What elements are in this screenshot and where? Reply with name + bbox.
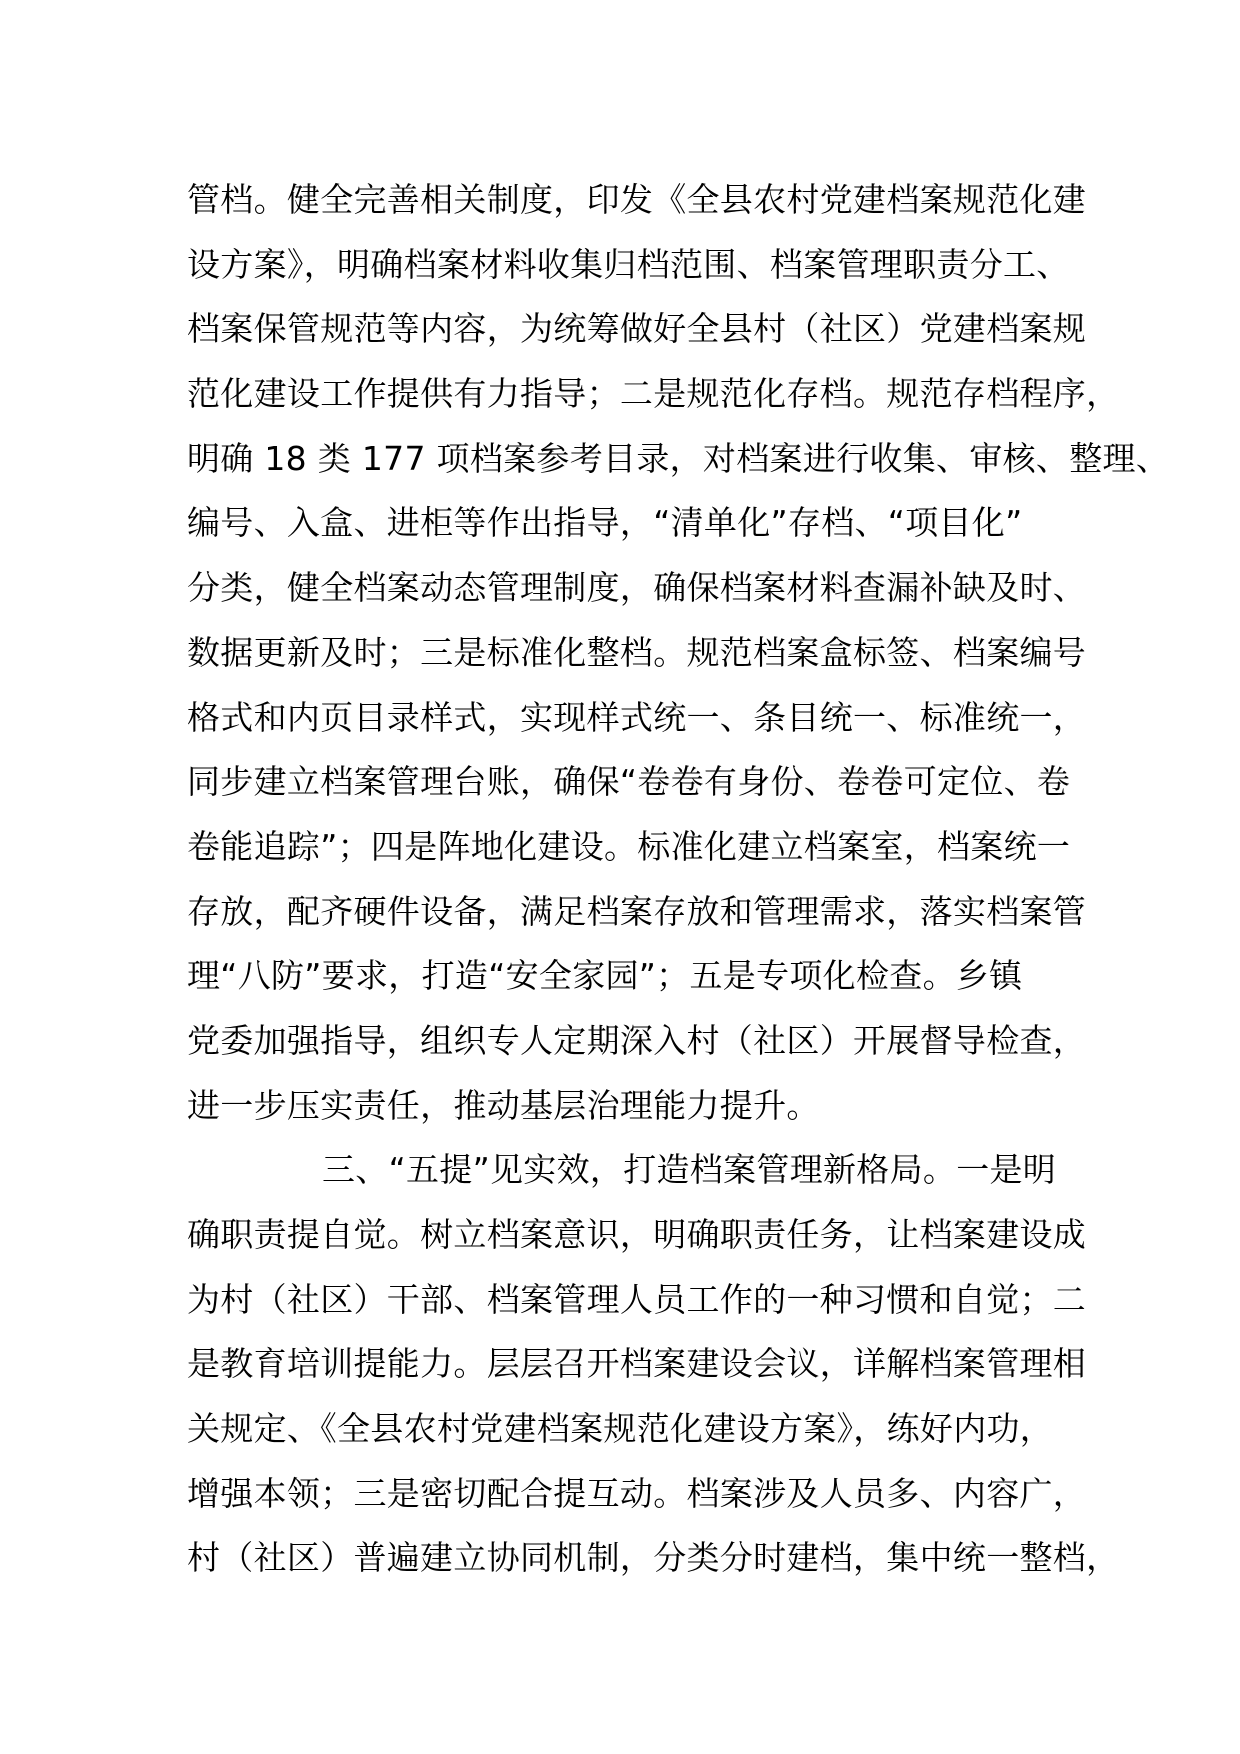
text-line: 档案保管规范等内容，为统筹做好全县村（社区）党建档案规	[187, 309, 1087, 349]
text-line: 数据更新及时；三是标准化整档。规范档案盒标签、档案编号	[187, 632, 1087, 672]
text-line: 确职责提自觉。树立档案意识，明确职责任务，让档案建设成	[187, 1215, 1087, 1254]
text-line: 管档。健全完善相关制度，印发《全县农村党建档案规范化建	[187, 180, 1087, 219]
text-line: 村（社区）普遍建立协同机制，分类分时建档，集中统一整档，	[187, 1538, 1120, 1578]
text-line: 党委加强指导，组织专人定期深入村（社区）开展督导检查，	[187, 1020, 1087, 1060]
text-line: 是教育培训提能力。层层召开档案建设会议，详解档案管理相	[187, 1344, 1087, 1384]
text-line: 存放，配齐硬件设备，满足档案存放和管理需求，落实档案管	[187, 891, 1087, 931]
text-line: 设方案》，明确档案材料收集归档范围、档案管理职责分工、	[187, 244, 1070, 284]
text-line: 明确 18 类 177 项档案参考目录，对档案进行收集、审核、整理、	[187, 438, 1170, 478]
text-line: 分类，健全档案动态管理制度，确保档案材料查漏补缺及时、	[187, 568, 1087, 608]
text-line: 理“八防”要求，打造“安全家园”；五是专项化检查。乡镇	[187, 956, 1023, 996]
text-line: 卷能追踪”；四是阵地化建设。标准化建立档案室，档案统一	[187, 826, 1071, 866]
text-line: 增强本领；三是密切配合提互动。档案涉及人员多、内容广，	[187, 1473, 1087, 1513]
text-line: 同步建立档案管理台账，确保“卷卷有身份、卷卷可定位、卷	[187, 762, 1071, 802]
text-line: 范化建设工作提供有力指导；二是规范化存档。规范存档程序，	[187, 374, 1120, 414]
section-heading-line: 三、“五提”见实效，打造档案管理新格局。一是明	[322, 1150, 1057, 1190]
text-line: 编号、入盒、进柜等作出指导，“清单化”存档、“项目化”	[187, 503, 1023, 543]
text-line: 为村（社区）干部、档案管理人员工作的一种习惯和自觉；二	[187, 1279, 1087, 1319]
body-text	[187, 168, 1170, 1591]
text-line: 格式和内页目录样式，实现样式统一、条目统一、标准统一，	[187, 697, 1087, 737]
text-line: 进一步压实责任，推动基层治理能力提升。	[187, 1085, 820, 1125]
text-line: 关规定、《全县农村党建档案规范化建设方案》，练好内功，	[187, 1409, 1054, 1449]
